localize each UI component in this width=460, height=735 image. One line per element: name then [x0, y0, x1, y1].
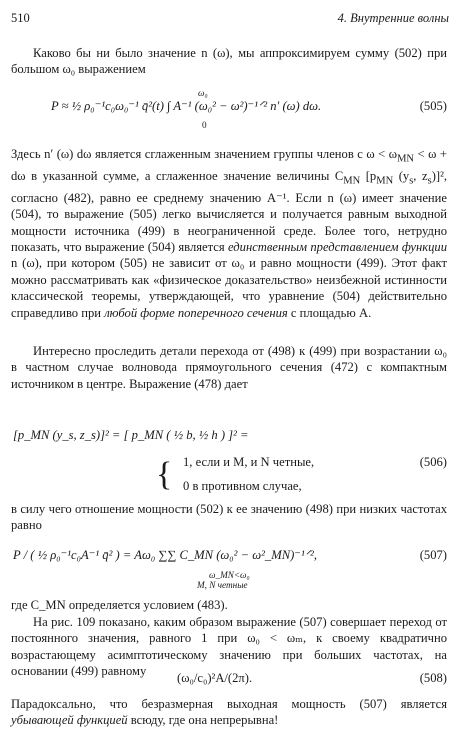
running-head: 4. Внутренние волны	[337, 11, 449, 25]
text-fragment: Парадоксально, что безразмерная выходная мощность (507) является	[11, 697, 447, 711]
emphasis-unique-representation: единственным представлением функции	[228, 240, 447, 255]
equation-505-number: (505)	[419, 99, 447, 113]
page-number: 510	[11, 11, 30, 25]
paragraph-intro: Каково бы ни было значение n (ω), мы аппроксимируем сумму (502) при большом ω₀ выражением	[11, 46, 447, 77]
equation-506-line1-body: [p_MN (y_s, z_s)]² = [ p_MN ( ½ b, ½ h ) ]² =	[13, 428, 249, 442]
equation-508-number: (508)	[419, 671, 447, 685]
emphasis-decreasing-function: убывающей функцией	[11, 713, 128, 728]
text-fragment: [p	[360, 168, 377, 183]
text-fragment: с площадью A.	[287, 305, 372, 320]
subscript: MN	[343, 175, 361, 187]
equation-506-cases	[11, 454, 447, 498]
left-brace: {	[156, 456, 173, 493]
equation-507-body: P / ( ½ ρ₀⁻¹c₀A⁻¹ q̄² ) = Aω₀ ∑∑ C_MN (ω₀² − ω²_MN)⁻¹ᐟ²,	[13, 548, 317, 562]
equation-507-number: (507)	[419, 548, 447, 562]
equation-508-body: (ω₀/c₀)²A/(2π).	[177, 671, 253, 685]
integral-upper-limit: ω₀	[198, 88, 208, 98]
text-fragment: Здесь n′ (ω) dω является сглаженным значением группы членов с ω < ω	[11, 147, 398, 161]
paragraph-cmn-def: где C_MN определяется условием (483).	[11, 598, 228, 612]
emphasis-any-cross-section: любой форме поперечного сечения	[104, 305, 288, 320]
text-fragment: всюду, где она непрерывна!	[127, 713, 279, 728]
equation-505-body: P ≈ ½ ρ₀⁻¹c₀ω₀⁻¹ q̄²(t) ∫ A⁻¹ (ω₀² − ω²)⁻¹ᐟ² n′ (ω) dω.	[51, 99, 322, 113]
paragraph-smoothed-value	[11, 146, 447, 321]
equation-506-number: (506)	[419, 455, 447, 469]
case-even: 1, если и M, и N четные,	[183, 455, 315, 469]
subscript: MN	[397, 153, 414, 165]
case-otherwise: 0 в противном случае,	[183, 479, 302, 493]
subscript: s	[409, 175, 414, 187]
equation-506-line1	[11, 427, 447, 449]
page-header	[11, 10, 449, 28]
equation-505	[11, 88, 447, 130]
text-fragment: , z	[413, 168, 428, 183]
equation-507	[11, 547, 447, 590]
text-fragment: < ω + dω в указанной сумме, а сглаженное значение величины C	[11, 147, 447, 183]
paragraph-transition: Интересно проследить детали перехода от (498) к (499) при возрастании ω₀ в частном случае волновода прямоугольного сечения (472) с компактным источником в центре. Выражение (478) дает	[11, 344, 447, 391]
text-fragment: (y	[393, 168, 410, 183]
paragraph-figure-109: На рис. 109 показано, каким образом выражение (507) совершает переход от постоянного значения, равного 1 при ω₀ < ωₘ, к своему квадратично возрастающему асимптотическому значению при больших частотах, на основании (499) равному	[11, 615, 447, 679]
text-fragment: )]², согласно (482), равно ее среднему значению A⁻¹. Если n (ω) имеет значение (504), то выражение (505) легко вычисляется и получается равным выходной мощности источника (499) в неограниченной среде. Более того, нетрудно показать, что выражение (504) является	[11, 168, 447, 255]
paragraph-paradox	[11, 696, 447, 729]
sum-limit-even: M, N четные	[197, 580, 248, 590]
text-fragment: n (ω), при котором (505) не зависит от ω₀ и равно мощности (499). Этот факт можно рассматривать как «физическое доказательство» неизбежной истинности классической теоремы, утверждающей, что уравнение (504) действительно справедливо при	[11, 256, 447, 320]
integral-lower-limit: 0	[202, 120, 207, 130]
sum-limit-frequency: ω_MN<ω₀	[209, 570, 250, 580]
subscript: MN	[376, 175, 394, 187]
equation-508	[11, 670, 447, 692]
subscript: s	[427, 175, 432, 187]
paragraph-power-ratio: в силу чего отношение мощности (502) к ее значению (498) при низких частотах равно	[11, 502, 447, 533]
